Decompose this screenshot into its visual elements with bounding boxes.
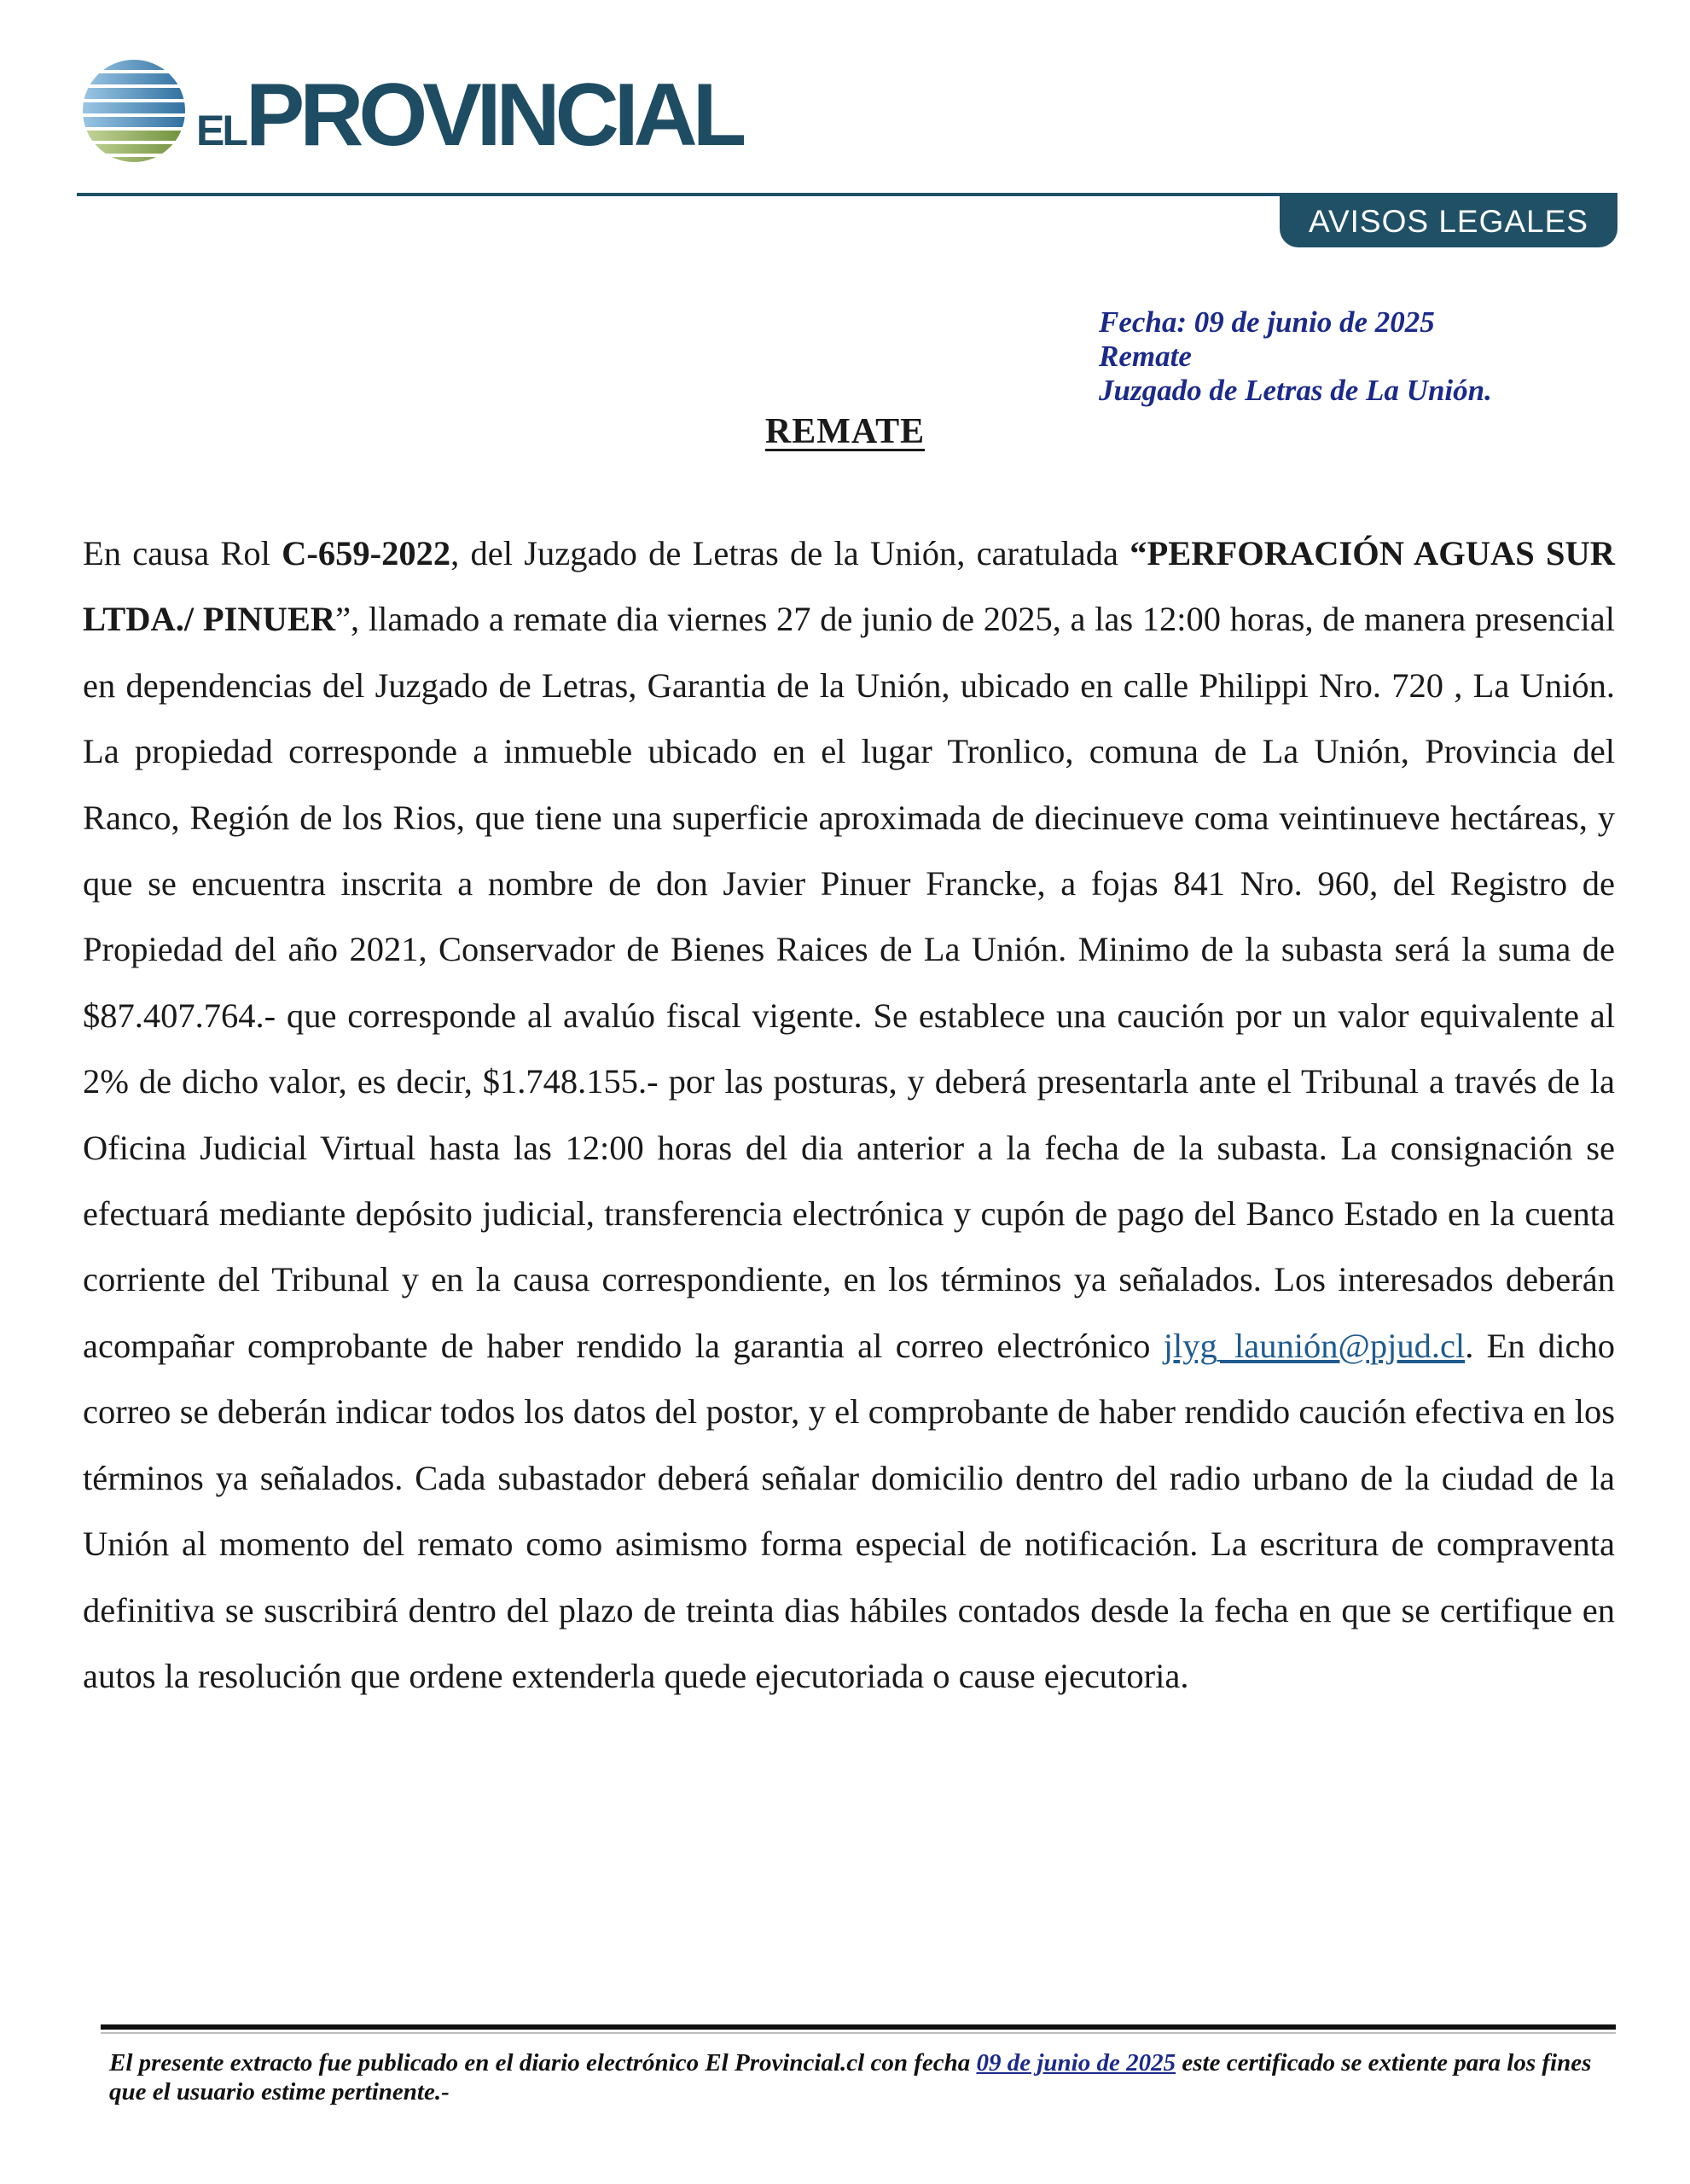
- email-link[interactable]: jlyg_launión@pjud.cl: [1163, 1326, 1466, 1365]
- notice-title: REMATE: [764, 412, 926, 451]
- notice-title-wrap: [0, 411, 1690, 452]
- meta-date: Fecha: 09 de junio de 2025: [1099, 305, 1435, 339]
- body-text: En causa Rol: [83, 534, 282, 572]
- case-number: C-659-2022: [282, 534, 451, 572]
- body-text: . En dicho correo se deberán indicar todos los datos del postor, y el comprobante de haber rendido caución efectiva en los términos ya señalados. Cada subastador deberá señalar domicilio dentro del radio urbano de la ciudad de la Unión al momento del remato como asimismo forma especial de notificación. La escritura de compraventa definitiva se suscribirá dentro del plazo de treinta dias hábiles contados desde la fecha en que se certifique en autos la resolución que ordene extenderla quede ejecutoriada o cause ejecutoria.: [83, 1326, 1616, 1695]
- footer-divider-shadow: [101, 2032, 1616, 2034]
- meta-type: Remate: [1099, 340, 1192, 373]
- logo-wordmark: [196, 65, 741, 166]
- notice-meta: [1099, 305, 1492, 408]
- meta-court: Juzgado de Letras de La Unión.: [1099, 374, 1492, 407]
- body-text: ”, llamado a remate dia viernes 27 de junio de 2025, a las 12:00 horas, de manera presencial en dependencias del Juzgado de Letras, Garantia de la Unión, ubicado en calle Philippi Nro. 720 , La Unión. La propiedad corresponde a inmueble ubicado en el lugar Tronlico, comuna de La Unión, Provincia del Ranco, Región de los Rios, que tiene una superficie aproximada de diecinueve coma veintinueve hectáreas, y que se encuentra inscrita a nombre de don Javier Pinuer Francke, a fojas 841 Nro. 960, del Registro de Propiedad del año 2021, Conservador de Bienes Raices de La Unión. Minimo de la subasta será la suma de $87.407.764.- que corresponde al avalúo fiscal vigente. Se establece una caución por un valor equivalente al 2% de dicho valor, es decir, $1.748.155.- por las posturas, y deberá presentarla ante el Tribunal a través de la Oficina Judicial Virtual hasta las 12:00 horas del dia anterior a la fecha de la subasta. La consignación se efectuará mediante depósito judicial, transferencia electrónica y cupón de pago del Banco Estado en la cuenta corriente del Tribunal y en la causa correspondiente, en los términos ya señalados. Los interesados deberán acompañar comprobante de haber rendido la garantia al correo electrónico: [83, 600, 1615, 1365]
- logo-prefix: EL: [196, 107, 246, 154]
- notice-body: [83, 520, 1615, 1709]
- body-text: , del Juzgado de Letras de la Unión, caratulada: [450, 534, 1130, 572]
- section-tab: AVISOS LEGALES: [1280, 196, 1617, 247]
- footer-date: 09 de junio de 2025: [976, 2049, 1176, 2077]
- logo-name: PROVINCIAL: [245, 66, 742, 165]
- brand-logo: [81, 58, 742, 169]
- footer-text: este certificado se extiente para los fines que el usuario estime pertinente.-: [109, 2049, 1592, 2106]
- footer-divider: [101, 2024, 1616, 2030]
- globe-icon: [81, 58, 187, 164]
- footer-note: [109, 2048, 1611, 2106]
- footer-text: El presente extracto fue publicado en el diario electrónico El Provincial.cl con fecha: [109, 2049, 977, 2077]
- case-title: “PERFORACIÓN AGUAS SUR LTDA./ PINUER: [83, 534, 1615, 639]
